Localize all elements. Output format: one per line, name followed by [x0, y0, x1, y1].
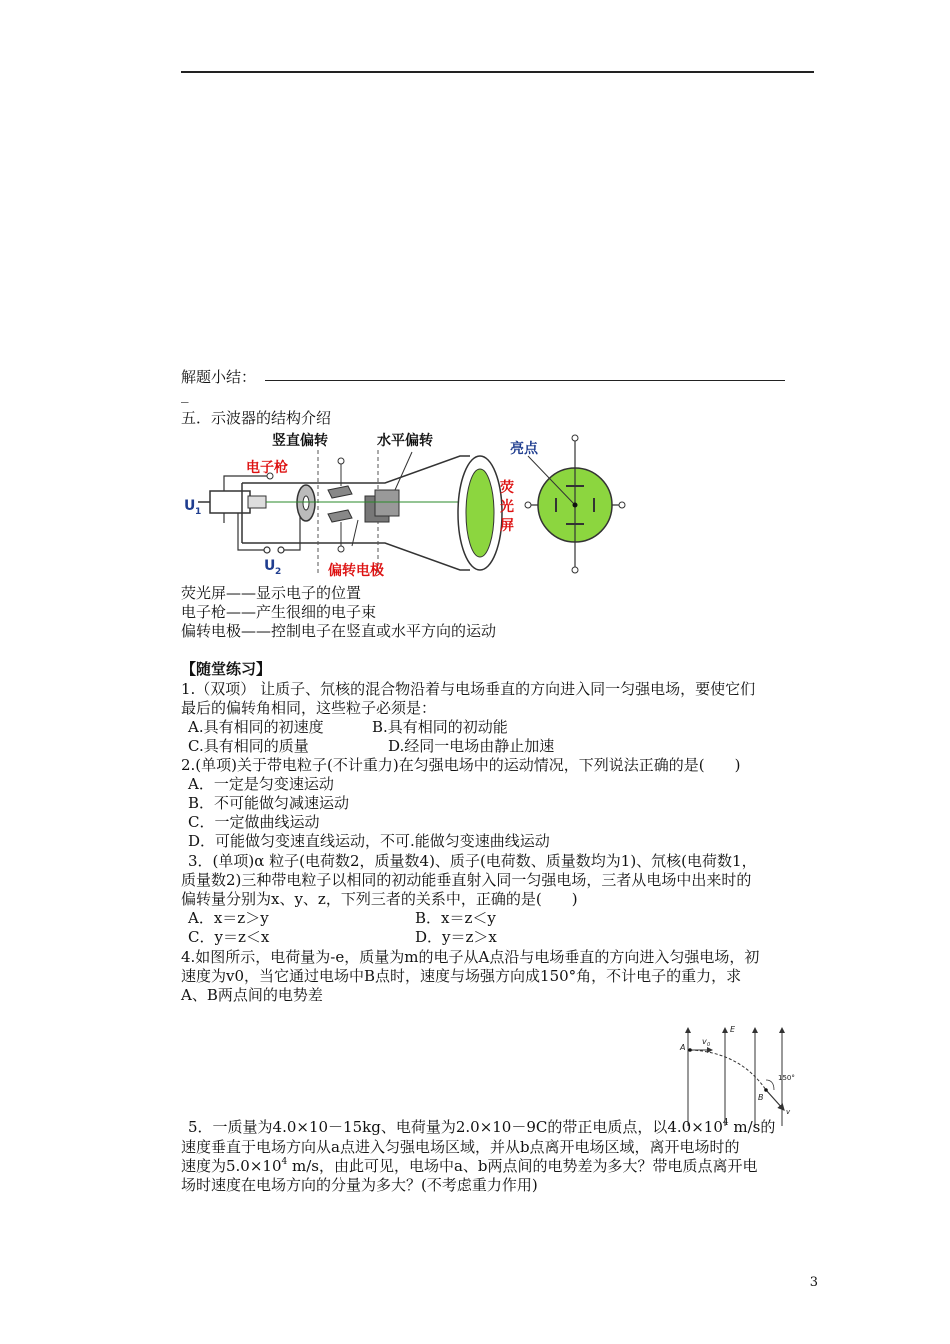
label-gun: 电子枪: [246, 460, 288, 476]
label-horizontal: 水平偏转: [377, 433, 433, 449]
fig-label-b: B: [758, 1093, 764, 1102]
label-electrode: 偏转电极: [328, 563, 384, 579]
q4-line3: A、B两点间的电势差: [181, 986, 323, 1004]
q2-stem: 2.(单项)关于带电粒子(不计重力)在匀强电场中的运动情况，下列说法正确的是( ): [181, 756, 741, 774]
summary-label: 解题小结：: [181, 368, 257, 386]
summary-tail: _: [181, 385, 189, 403]
q3-option-a: A．x＝z＞y: [188, 909, 269, 927]
q4-line2: 速度为v0，当它通过电场中B点时，速度与场强方向成150°角，不计电子的重力，求: [181, 967, 742, 985]
screen-side-green: [466, 469, 494, 557]
q3-option-c: C．y＝z＜x: [188, 928, 270, 946]
desc-electrode: 偏转电极——控制电子在竖直或水平方向的运动: [181, 622, 497, 640]
q1-option-c: C.具有相同的质量: [188, 737, 309, 755]
header-rule: [181, 71, 814, 73]
label-screen-1: 荧: [500, 480, 514, 496]
q3-line1: 3．(单项)α 粒子(电荷数2，质量数4)、质子(电荷数、质量数均为1)、氘核(电荷数1，: [188, 852, 757, 870]
fig-label-a: A: [680, 1043, 686, 1052]
fig-label-v0: v: [702, 1037, 707, 1046]
q3-line2: 质量数2)三种带电粒子以相同的初动能垂直射入同一匀强电场，三者从电场中出来时的: [181, 871, 752, 889]
v-arrow: [766, 1090, 784, 1110]
label-u1-sub: 1: [195, 507, 202, 517]
label-screen-2: 光: [500, 499, 514, 515]
q5-line1: 5．一质量为4.0×10－15kg、电荷量为2.0×10－9C的带正电质点，以$4.0\times 10^4$ m/s的: [188, 1118, 776, 1136]
label-vertical: 竖直偏转: [272, 433, 328, 449]
q3-line3: 偏转量分别为x、y、z，下列三者的关系中，正确的是( ): [181, 890, 578, 908]
page-number: 3: [809, 1275, 818, 1290]
desc-screen: 荧光屏——显示电子的位置: [181, 584, 362, 602]
desc-gun: 电子枪——产生很细的电子束: [181, 603, 377, 621]
label-u2-sub: 2: [275, 567, 282, 577]
q2-option-d: D．可能做匀变速直线运动，不可.能做匀变速曲线运动: [188, 832, 550, 850]
fig-label-angle: 150°: [778, 1074, 795, 1082]
q5-line4: 场时速度在电场方向的分量为多大？(不考虑重力作用): [181, 1176, 538, 1194]
q5-line1-exponent: 4: [722, 1118, 729, 1128]
section5-title: 五．示波器的结构介绍: [181, 409, 332, 427]
q2-option-c: C．一定做曲线运动: [188, 813, 320, 831]
u2-circuit: [238, 513, 300, 553]
q1-line1: 1.（双项） 让质子、氘核的混合物沿着与电场垂直的方向进入同一匀强电场，要使它们: [181, 680, 756, 698]
label-bright: 亮点: [510, 441, 538, 457]
q1-option-b: B.具有相同的初动能: [372, 718, 508, 736]
label-u1: U: [184, 498, 196, 514]
horizontal-deflection-plates: [352, 452, 412, 546]
q2-option-b: B．不可能做匀减速运动: [188, 794, 350, 812]
q1-line2: 最后的偏转角相同，这些粒子必须是：: [181, 699, 437, 717]
oscilloscope-diagram: [180, 428, 635, 580]
fig-label-v0-sub: 0: [707, 1042, 711, 1048]
q2-option-a: A．一定是匀变速运动: [188, 775, 334, 793]
fig-label-v: v: [786, 1108, 791, 1116]
q3-option-b: B．x＝z＜y: [415, 909, 496, 927]
q5-line3-exponent: 4: [281, 1157, 288, 1167]
q1-option-a: A.具有相同的初速度: [188, 718, 324, 736]
screen-front-view: [525, 435, 625, 573]
electron-gun: [198, 473, 273, 523]
q5-line3: 速度为$5.0\times 10^4$ m/s，由此可见，电场中a、b两点间的电势差为多大？带电质点离开电: [181, 1157, 758, 1175]
fig-label-e: E: [730, 1025, 736, 1034]
label-screen-3: 屏: [500, 518, 514, 534]
vertical-deflection-plates: [328, 458, 352, 552]
q5-line2: 速度垂直于电场方向从a点进入匀强电场区域，并从b点离开电场区域，离开电场时的: [181, 1138, 740, 1156]
q1-option-d: D.经同一电场由静止加速: [388, 737, 555, 755]
summary-answer-line: [265, 380, 785, 381]
practice-heading: 【随堂练习】: [181, 660, 272, 678]
q4-field-figure: [670, 1020, 810, 1130]
label-u2: U: [264, 558, 276, 574]
q4-line1: 4.如图所示，电荷量为-e，质量为m的电子从A点沿与电场垂直的方向进入匀强电场，初: [181, 948, 760, 966]
q3-option-d: D．y＝z＞x: [415, 928, 497, 946]
